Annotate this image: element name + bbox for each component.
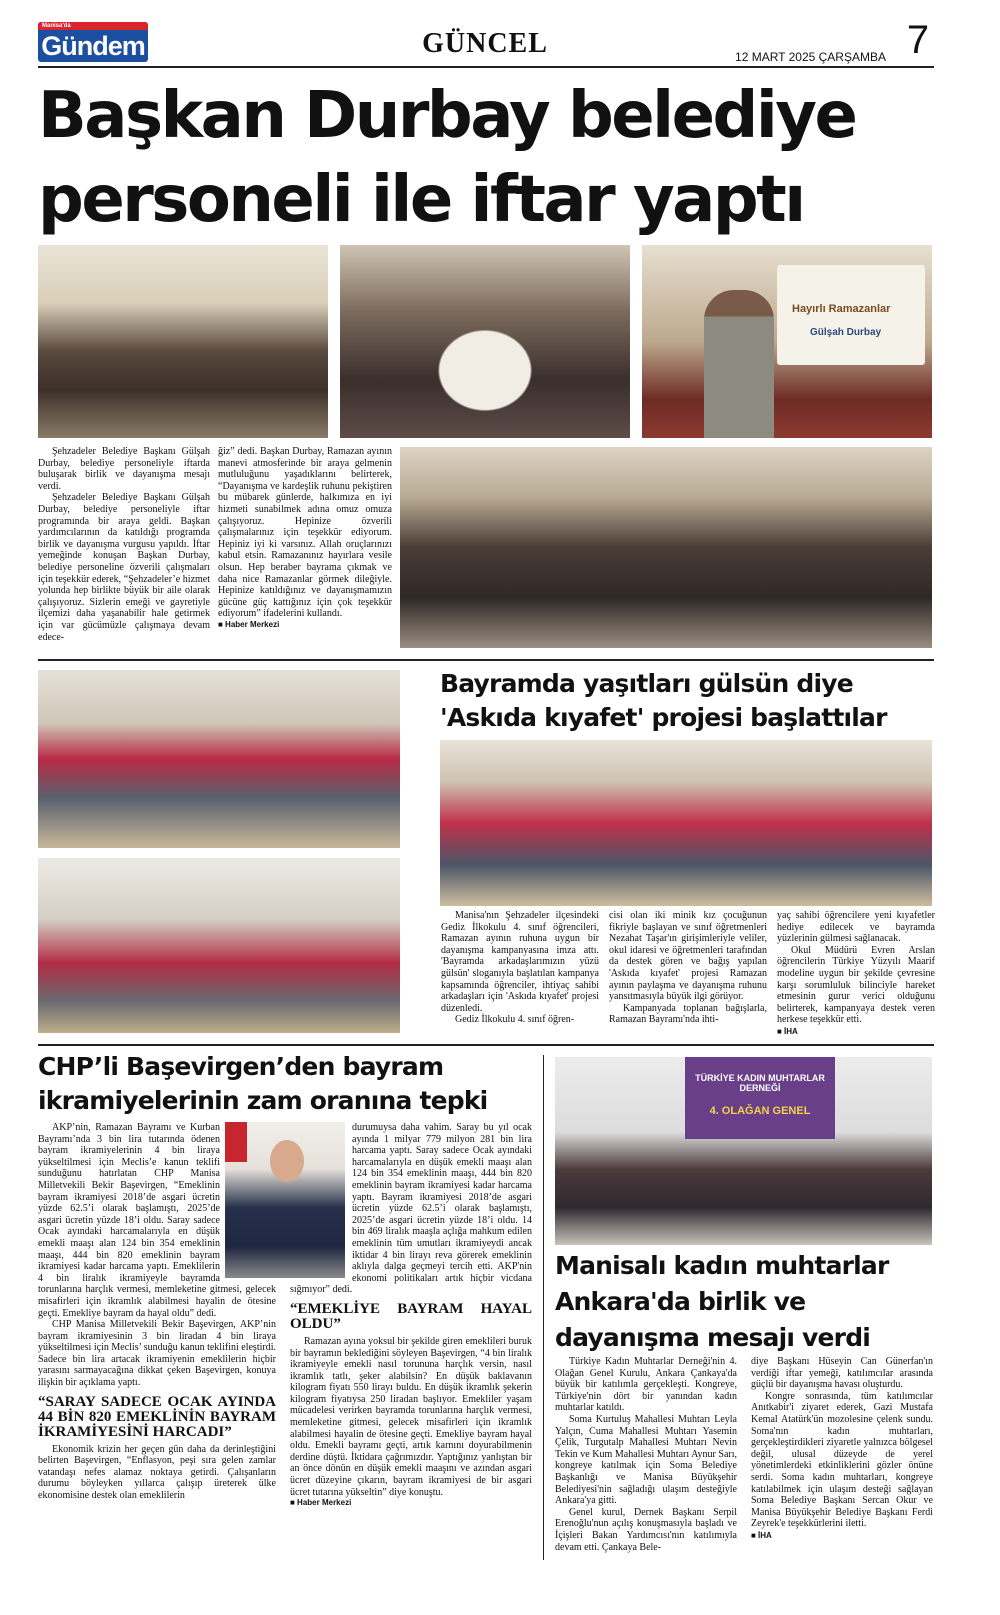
subheading: “SARAY SADECE OCAK AYINDA 44 BİN 820 EMEKLİNİN BAYRAM İKRAMİYESİNİ HARCADI” xyxy=(38,1393,276,1440)
paragraph: Okul Müdürü Evren Arslan öğrencilerin Türkiye Yüzyılı Maarif modeline uygun bir şekilde çevresine karşı sorumluluk bilinciyle hareket etmesinin gurur verici olduğunu belirterek, kampanyaya destek veren herkese teşekkür etti. xyxy=(777,944,935,1026)
page-number: 7 xyxy=(906,18,930,62)
article3-column-1 xyxy=(38,1122,276,1502)
byline: ■ Haber Merkezi xyxy=(290,1498,352,1508)
paragraph: Şehzadeler Belediye Başkanı Gülşah Durbay, belediye personeliyle iftar programında bir araya geldi. Başkan yardımcılarının da katıldığı programda birlik ve dayanışma vurgusu yapıldı. İftar yemeğinde konuşan Başkan Durbay, belediye personeline özverili çalışmaları için teşekkür ederek, “Şehzadeler’e hizmet yolunda hep birlikte büyük bir aile olarak çalışıyoruz. Sizlerin emeği ve gayretiyle ilçemizi daha yaşanabilir hale getirmek için var gücümüzle çalışmaya devam edece- xyxy=(38,492,210,643)
byline: ■ İHA xyxy=(777,1026,798,1036)
byline: ■ Haber Merkezi xyxy=(218,619,280,629)
paragraph: Kampanyada toplanan bağışlarla, Ramazan Bayramı'nda ihti- xyxy=(609,1002,767,1026)
divider xyxy=(38,1044,934,1046)
divider xyxy=(543,1055,544,1560)
article2-column-2 xyxy=(609,910,767,1026)
article4-headline: Manisalı kadın muhtarlar Ankara'da birlik ve dayanışma mesajı verdi xyxy=(555,1251,889,1352)
paragraph: Genel kurul, Dernek Başkanı Serpil Erenoğlu'nun açılış konuşmasıyla başladı ve İçişleri Bakan Yardımcısı'nın katılımıyla devam etti. Çankaya Bele- xyxy=(555,1506,737,1553)
paragraph: Kongre sonrasında, tüm katılımcılar Anıtkabir'i ziyaret ederek, Gazi Mustafa Kemal Atatürk'ün mozolesine çelenk sundu. Soma'nın kadın muhtarları, gerçekleştirdikleri ziyaretle yalnızca bölgesel değil, ulusal düzeyde de yerel yönetimlerdeki etkinliklerini gözler önüne serdi. Soma kadın muhtarları, kongreye katılabilmek için ulaşım desteği sağlayan Soma Belediye Başkanı Sercan Okur ve Manisa Büyükşehir Belediye Başkanı Ferdi Zeyrek'e teşekkürlerini iletti. xyxy=(751,1390,933,1530)
byline: ■ İHA xyxy=(751,1530,772,1540)
article2-headline: Bayramda yaşıtları gülsün diye 'Askıda kıyafet' projesi başlattılar xyxy=(440,669,887,732)
article2-column-1 xyxy=(441,910,599,1026)
paragraph: Şehzadeler Belediye Başkanı Gülşah Durbay, belediye personeliyle iftarda buluşarak birlik ve dayanışma mesajı verdi. xyxy=(38,446,210,492)
paragraph: Soma Kurtuluş Mahallesi Muhtarı Leyla Yalçın, Cuma Mahallesi Muhtarı Yasemin Çelik, Turgutalp Mahallesi Muhtarı Nevin Tekin ve Kum Mahallesi Muhtarı Aynur Sarı, kongreye katılmak için Soma Belediye Başkanlığı ve Manisa Büyükşehir Belediyesi'nin sağladığı ulaşım desteğiyle Ankara'ya gitti. xyxy=(555,1413,737,1507)
photo-iftar-hall xyxy=(38,245,328,438)
paragraph: yaç sahibi öğrencilere yeni kıyafetler hediye edilecek ve bayramda yüzlerinin gülmesi sağlanacak. xyxy=(777,910,935,945)
paragraph: Gediz İlkokulu 4. sınıf öğren- xyxy=(455,1014,575,1026)
issue-date: 12 MART 2025 ÇARŞAMBA xyxy=(735,50,886,64)
logo-tagline: Manisa'da xyxy=(38,22,148,30)
paragraph: Ramazan ayına yoksul bir şekilde giren emeklileri buruk bir bayramın beklediğini söyleyen Başevirgen, “4 bin liralık ikramiyeyle emekli nasıl torununa harçlık versin, nasıl ikramlık tatlı, şeker alabilsin? En düşük baklavanın kilogram fiyatı 550 lirayı buldu. En düşük ikramlık şekerin kilogram fiyatıysa 250 liradan başlıyor. Emekliler yaşam mücadelesi verirken bayramda torunlarına harçlık vermesi, memleketine gitmesi, gelecek misafirleri için ikramlık alabilmesi hayalin de ötesine geçti. Emekliye bayram hayal oldu. Emekli bayramı geçti, artık karnını doyurabilmenin derdine düştü. İktidara çağrımızdır. Yaptığınız yanlıştan bir an önce dönün en düşük emekli maaşını ve azından asgari ücret düzeyine çıkarın, bayram ikramiyesi de bir asgari ücret tutarına yükseltin” diye konuştu. xyxy=(290,1335,532,1498)
divider xyxy=(38,659,934,661)
paragraph: AKP’nin, Ramazan Bayramı ve Kurban Bayramı’nda 3 bin lira tutarında ödenen bayram ikramiyelerinin 4 bin liraya yükseltilmesi için Meclis’e kanun teklifi sunduğunu hatırlatan CHP Manisa Milletvekili Bekir Başevirgen, “Emeklinin bayram ikramiyesi 2018’de asgari ücretin yüzde 62.5’i olarak başlamıştı, 2025’de asgari ücretin yüzde 18’i oldu. Saray sadece Ocak ayındaki harcamalarıyla en düşük emekli maaşı alan 124 bin 354 emeklinin maaşı, 444 bin 820 emeklinin bayram ikramiyesi kadar harcama yaptı. Emeklilerin 4 bin liralık ikramiyeyle bayramda torunlarına harçlık vermesi, memleketine gitmesi, gelecek misafirleri için ikramlık alabilmesi hayalin de ötesine geçti. Emekliye bayram da hayal oldu” dedi. xyxy=(38,1122,276,1319)
section-title: GÜNCEL xyxy=(422,28,548,59)
paragraph: diye Başkanı Hüseyin Can Günerfan'ın verdiği iftar yemeği, katılımcılar arasında güçlü bir dayanışma havası oluşturdu. xyxy=(751,1356,933,1391)
logo-name: Gündem xyxy=(41,31,145,61)
banner-text: 4. OLAĞAN GENEL xyxy=(709,1105,811,1117)
photo-students-classroom xyxy=(38,670,400,848)
article4-column-1 xyxy=(555,1356,737,1553)
subheading: “EMEKLİYE BAYRAM HAYAL OLDU” xyxy=(290,1300,532,1332)
article1-column-2 xyxy=(218,446,392,629)
paragraph: Türkiye Kadın Muhtarlar Derneği'nin 4. Olağan Genel Kurulu, Ankara Çankaya'da büyük bir katılımla gerçekleşti. Kongreye, Türkiye'nin dört bir yanından kadın muhtarlar katıldı. xyxy=(555,1356,737,1414)
article2-column-3 xyxy=(777,910,935,1038)
photo-students-group xyxy=(440,740,932,906)
article3-headline: CHP’li Başevirgen’den bayram ikramiyelerinin zam oranına tepki xyxy=(38,1052,488,1115)
paragraph: Manisa'nın Şehzadeler ilçesindeki Gediz İlkokulu 4. sınıf öğrencileri, Ramazan ayının ruhuna uygun bir dayanışma kampanyasına imza attı. 'Bayramda arkadaşlarımızın yüzü gülsün' sloganıyla başlatılan kampanya kapsamında öğrenciler, ihtiyaç sahibi arkadaşları için 'Askıda kıyafet' projesi düzenledi. xyxy=(441,910,599,1014)
article1-headline: Başkan Durbay belediye personeli ile iftar yaptı xyxy=(38,79,856,237)
banner-text: Gülşah Durbay xyxy=(810,327,882,338)
paragraph: durumuysa daha vahim. Saray bu yıl ocak ayında 1 milyar 779 milyon 281 bin lira harcama yaptı. Saray sadece Ocak ayındaki harcamalarıyla en düşük emekli maaşı alan 124 bin 354 emeklinin maaşı, 444 bin 820 emeklinin bayram ikramiyesi kadar harcama yaptı. Bayram ikramiyesi 2018’de asgari ücretin yüzde 62.5’i olarak başlamıştı, 2025’de asgari ücretin yüzde 18’i oldu. 14 bin 469 liralık maaşla açlığa mahkum edilen emeklinin tüm umutları ikramiyeydi ancak iktidar 4 bin lirayı reva görerek emeklinin aklıyla dalga geçmeyi tercih etti. AKP'nin ekonomi politikaları artık hiçbir vicdana sığmıyor” dedi. xyxy=(290,1122,532,1296)
article3-column-2 xyxy=(290,1122,532,1507)
article1-column-1 xyxy=(38,446,210,643)
banner-text: Hayırlı Ramazanlar xyxy=(792,303,891,315)
photo-students-donation xyxy=(38,858,400,1033)
banner-text: TÜRKİYE KADIN MUHTARLAR DERNEĞİ xyxy=(695,1073,825,1093)
photo-women-muhtars xyxy=(555,1057,932,1245)
article4-column-2 xyxy=(751,1356,933,1542)
paragraph: Ekonomik krizin her geçen gün daha da derinleştiğini belirten Başevirgen, “Enflasyon, peşi sıra gelen zamlar vatandaşı nefes alamaz noktaya getirdi. Çalışanların durumu böyleyken yıllarca çalışıp üreterek ülke ekonomisine destek olan emeklilerin xyxy=(38,1443,276,1502)
paragraph: cisi olan iki minik kız çocuğunun fikriyle başlayan ve sınıf öğretmenleri Nezahat Taşar'ın girişimleriyle veliler, okul idaresi ve öğretmenleri tarafından da destek gören ve bağış yapılan 'Askıda kıyafet' projesi Ramazan ayının paylaşma ve dayanışma ruhunu yansıtmasıyla büyük ilgi görüyor. xyxy=(609,910,767,1003)
newspaper-logo xyxy=(38,22,148,62)
divider xyxy=(38,66,934,68)
paragraph: CHP Manisa Milletvekili Bekir Başevirgen, AKP’nin bayram ikramiyesinin 3 bin liradan 4 bin liraya yükseltilmesi için Meclis’ sunduğu kanun teklifini eleştirdi. Sadece bin lira artacak ikramiyenin emeklilerin hiçbir yarasını sarmayacağına dikkat çeken Başevirgen, konuya ilişkin bir açıklama yaptı. xyxy=(38,1319,276,1389)
photo-mayor-speech xyxy=(642,245,932,438)
photo-iftar-table xyxy=(340,245,630,438)
photo-iftar-crowd xyxy=(400,447,932,648)
paragraph: ğiz” dedi. Başkan Durbay, Ramazan ayının manevi atmosferinde bir araya gelmenin mutluluğunu yaşadıklarını belirterek, “Dayanışma ve kardeşlik ruhunu pekiştiren bu mübarek günlerde, halkımıza en iyi hizmeti sunabilmek adına omuz omuza çalışıyoruz. Hepinize özverili çalışmalarınız için teşekkür ediyorum. Hepiniz iyi ki varsınız. Allah oruçlarınızı kabul etsin. Ramazanınız hayırlara vesile olsun. Hep beraber bayrama çıkmak ve daha nice Ramazanlar görmek dileğiyle. Hepinize katıldığınız ve dayanışmamızın gücüne güç kattığınız için çok teşekkür ediyorum” ifadelerini kullandı. xyxy=(218,446,392,620)
